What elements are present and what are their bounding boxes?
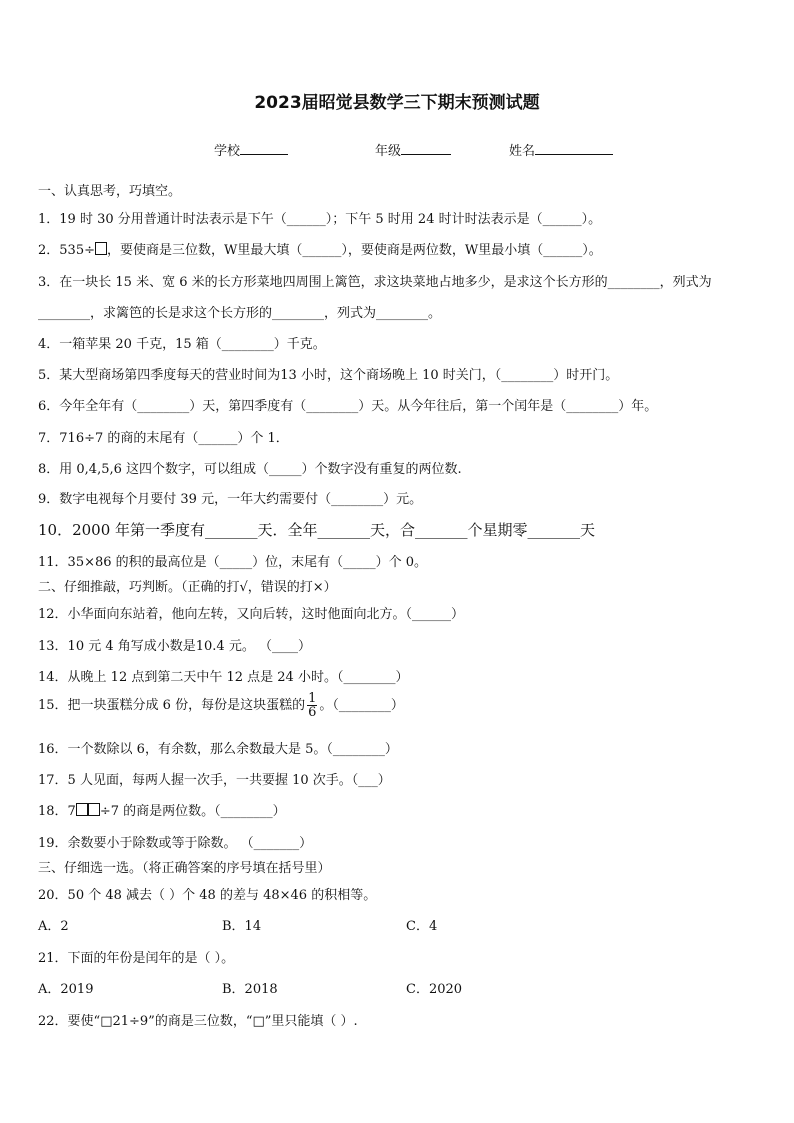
- question-18-part-a: 18．7: [38, 804, 76, 819]
- name-label: 姓名: [509, 144, 536, 159]
- section-heading-3: 三、仔细选一选。（将正确答案的序号填在括号里）: [38, 861, 331, 876]
- page-title: 2023届昭觉县数学三下期末预测试题: [254, 93, 540, 113]
- name-field: [509, 140, 613, 159]
- question-20-option-b: B．14: [222, 919, 262, 934]
- question-18: [38, 800, 286, 819]
- question-6: 6．今年全年有（________）天，第四季度有（________）天。从今年往后，第一个闰年是（________）年。: [38, 399, 658, 414]
- school-label: 学校: [214, 144, 241, 159]
- question-20-option-c: C．4: [406, 919, 438, 934]
- grade-label: 年级: [375, 144, 402, 159]
- question-2-part-b: ，要使商是三位数，W里最大填（______），要使商是两位数，W里最小填（______）。: [106, 243, 602, 258]
- square-box-icon: [76, 803, 88, 816]
- grade-blank: [401, 141, 451, 155]
- name-blank: [535, 141, 613, 155]
- section-heading-1: 一、认真思考，巧填空。: [38, 184, 182, 199]
- question-17: 17．5 人见面，每两人握一次手，一共要握 10 次手。（___）: [38, 773, 391, 788]
- square-box-icon: [88, 803, 100, 816]
- question-19: 19．余数要小于除数或等于除数。 （_______）: [38, 836, 313, 851]
- question-22: 22．要使“□21÷9”的商是三位数，“□”里只能填（ ）.: [38, 1014, 358, 1029]
- question-3-line-1: 3．在一块长 15 米、宽 6 米的长方形菜地四周围上篱笆，求这块菜地占地多少，是求这个长方形的________，列式为: [38, 275, 712, 290]
- question-11: 11．35×86 的积的最高位是（_____）位，末尾有（_____）个 0。: [38, 555, 428, 570]
- school-field: [214, 140, 288, 159]
- question-7: 7．716÷7 的商的末尾有（______）个 1．: [38, 431, 289, 446]
- question-15: [38, 692, 404, 719]
- question-13: 13．10 元 4 角写成小数是10.4 元。 （____）: [38, 639, 311, 654]
- question-21-option-c: C．2020: [406, 982, 463, 997]
- question-2: [38, 239, 602, 258]
- fraction-numerator: 1: [308, 691, 317, 706]
- question-2-part-a: 2．535÷: [38, 243, 95, 258]
- question-21-option-a: A．2019: [38, 982, 94, 997]
- question-14: 14．从晚上 12 点到第二天中午 12 点是 24 小时。（________）: [38, 670, 409, 685]
- school-blank: [240, 141, 288, 155]
- question-5: 5．某大型商场第四季度每天的营业时间为13 小时，这个商场晚上 10 时关门，（________）时开门。: [38, 368, 619, 383]
- question-8: 8．用 0,4,5,6 这四个数字，可以组成（_____）个数字没有重复的两位数.: [38, 462, 462, 477]
- question-15-part-b: 。（________）: [319, 698, 404, 713]
- grade-field: [375, 140, 451, 159]
- question-15-part-a: 15．把一块蛋糕分成 6 份，每份是这块蛋糕的: [38, 698, 306, 713]
- question-9: 9．数字电视每个月要付 39 元，一年大约需要付（________）元。: [38, 492, 423, 507]
- question-10: 10．2000 年第一季度有_______天．全年_______天，合_______个星期零_______天: [38, 521, 596, 539]
- section-heading-2: 二、仔细推敲，巧判断。（正确的打√，错误的打×）: [38, 580, 337, 595]
- question-4: 4．一箱苹果 20 千克，15 箱（________）千克。: [38, 337, 326, 352]
- question-21: 21．下面的年份是闰年的是（ ）。: [38, 951, 235, 966]
- question-20-option-a: A．2: [38, 919, 69, 934]
- square-box-icon: [95, 242, 107, 255]
- question-20: 20．50 个 48 减去（ ）个 48 的差与 48×46 的积相等。: [38, 888, 377, 903]
- question-21-option-b: B．2018: [222, 982, 278, 997]
- question-3-line-2: ________，求篱笆的长是求这个长方形的________，列式为________。: [38, 306, 442, 321]
- question-18-part-b: ÷7 的商是两位数。（________）: [99, 804, 286, 819]
- question-16: 16．一个数除以 6，有余数，那么余数最大是 5。（________）: [38, 742, 398, 757]
- question-1: 1．19 时 30 分用普通计时法表示是下午（______）；下午 5 时用 24 时计时法表示是（______）。: [38, 212, 602, 227]
- fraction-denominator: 6: [308, 705, 317, 720]
- question-12: 12．小华面向东站着，他向左转，又向后转，这时他面向北方。（______）: [38, 607, 465, 622]
- fraction: [307, 692, 317, 719]
